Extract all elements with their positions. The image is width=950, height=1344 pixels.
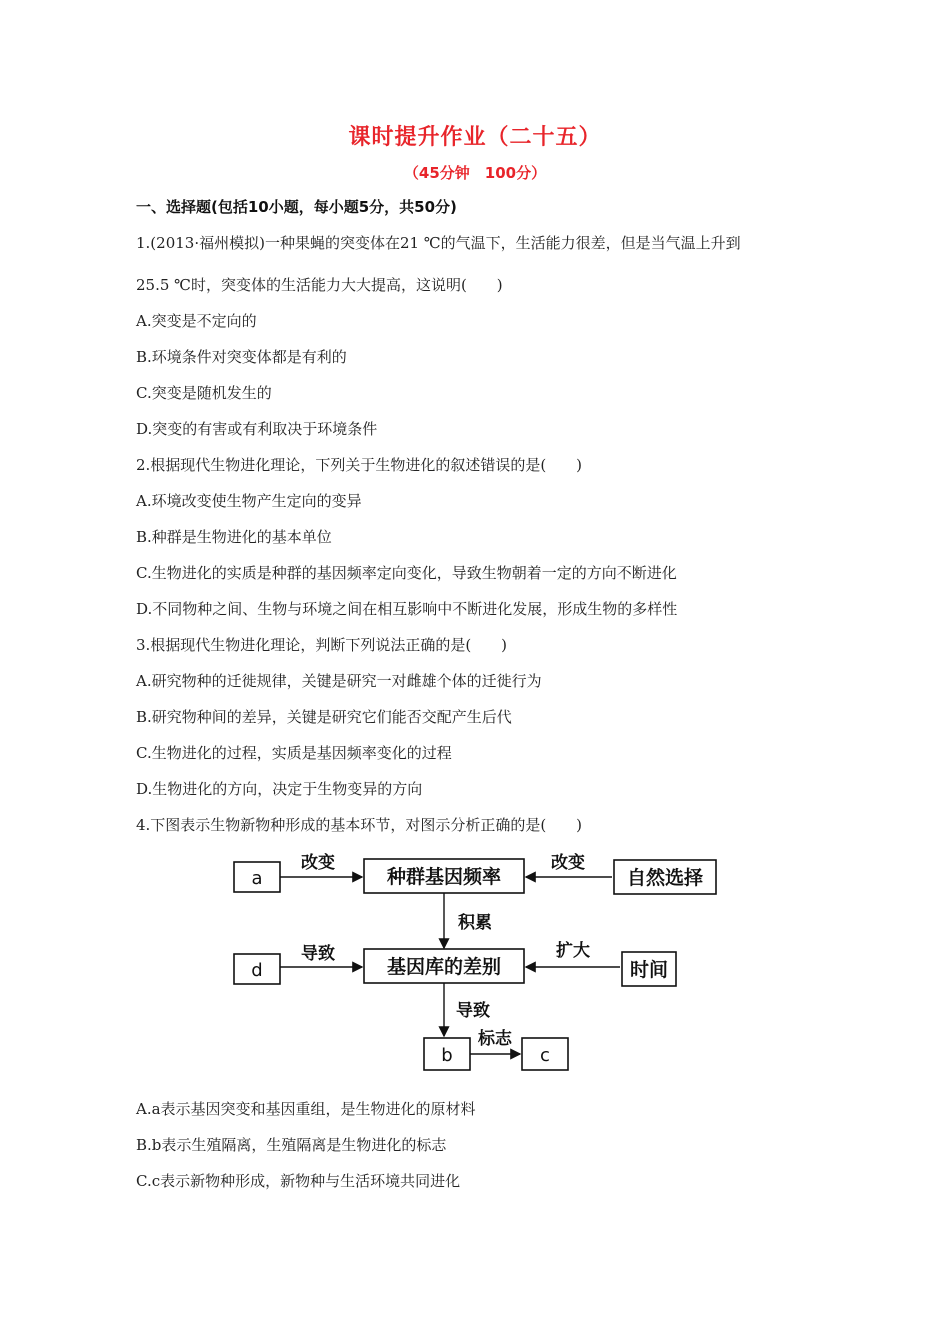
question-1-option-b: B.环境条件对突变体都是有利的 <box>136 348 347 366</box>
box-b-label: b <box>441 1045 453 1066</box>
label-change-right: 改变 <box>551 853 585 873</box>
question-3-stem: 3.根据现代生物进化理论，判断下列说法正确的是( ) <box>136 636 508 654</box>
box-natural-selection-label: 自然选择 <box>626 867 704 889</box>
box-gene-frequency-label: 种群基因频率 <box>386 866 502 888</box>
box-a-label: a <box>251 868 263 889</box>
question-2-option-b: B.种群是生物进化的基本单位 <box>136 528 332 546</box>
section-heading: 一、选择题(包括10小题，每小题5分，共50分) <box>136 198 457 216</box>
box-gene-pool-label: 基因库的差别 <box>386 956 502 978</box>
speciation-diagram <box>228 848 728 1080</box>
label-lead-down: 导致 <box>456 1001 490 1021</box>
question-4-option-a: A.a表示基因突变和基因重组，是生物进化的原材料 <box>136 1100 476 1118</box>
question-1-option-c: C.突变是随机发生的 <box>136 384 272 402</box>
question-3-option-a: A.研究物种的迁徙规律，关键是研究一对雌雄个体的迁徙行为 <box>136 672 542 690</box>
label-expand: 扩大 <box>556 941 590 961</box>
question-1-line-1: 1.(2013·福州模拟)一种果蝇的突变体在21 ℃的气温下，生活能力很差，但是当气温上升到 <box>136 234 741 252</box>
label-change-left: 改变 <box>301 853 335 873</box>
question-4-stem: 4.下图表示生物新物种形成的基本环节，对图示分析正确的是( ) <box>136 816 583 834</box>
question-2-option-a: A.环境改变使生物产生定向的变异 <box>136 492 362 510</box>
question-2-stem: 2.根据现代生物进化理论，下列关于生物进化的叙述错误的是( ) <box>136 456 583 474</box>
label-accumulate: 积累 <box>458 913 492 933</box>
question-3-option-c: C.生物进化的过程，实质是基因频率变化的过程 <box>136 744 452 762</box>
label-lead-left: 导致 <box>301 944 335 964</box>
page-subtitle: （45分钟 100分） <box>403 164 547 182</box>
question-4-option-c: C.c表示新物种形成，新物种与生活环境共同进化 <box>136 1172 461 1190</box>
question-3-option-d: D.生物进化的方向，决定于生物变异的方向 <box>136 780 423 798</box>
question-3-option-b: B.研究物种间的差异，关键是研究它们能否交配产生后代 <box>136 708 512 726</box>
question-4-option-b: B.b表示生殖隔离，生殖隔离是生物进化的标志 <box>136 1136 447 1154</box>
label-mark: 标志 <box>478 1029 512 1049</box>
question-1-option-d: D.突变的有害或有利取决于环境条件 <box>136 420 378 438</box>
box-time-label: 时间 <box>629 959 669 981</box>
box-d-label: d <box>251 960 263 981</box>
box-c-label: c <box>540 1045 550 1066</box>
question-1-line-2: 25.5 ℃时，突变体的生活能力大大提高，这说明( ) <box>136 276 503 294</box>
question-1-option-a: A.突变是不定向的 <box>136 312 257 330</box>
question-2-option-c: C.生物进化的实质是种群的基因频率定向变化，导致生物朝着一定的方向不断进化 <box>136 564 677 582</box>
page-title: 课时提升作业（二十五） <box>348 125 602 150</box>
question-2-option-d: D.不同物种之间、生物与环境之间在相互影响中不断进化发展，形成生物的多样性 <box>136 600 678 618</box>
